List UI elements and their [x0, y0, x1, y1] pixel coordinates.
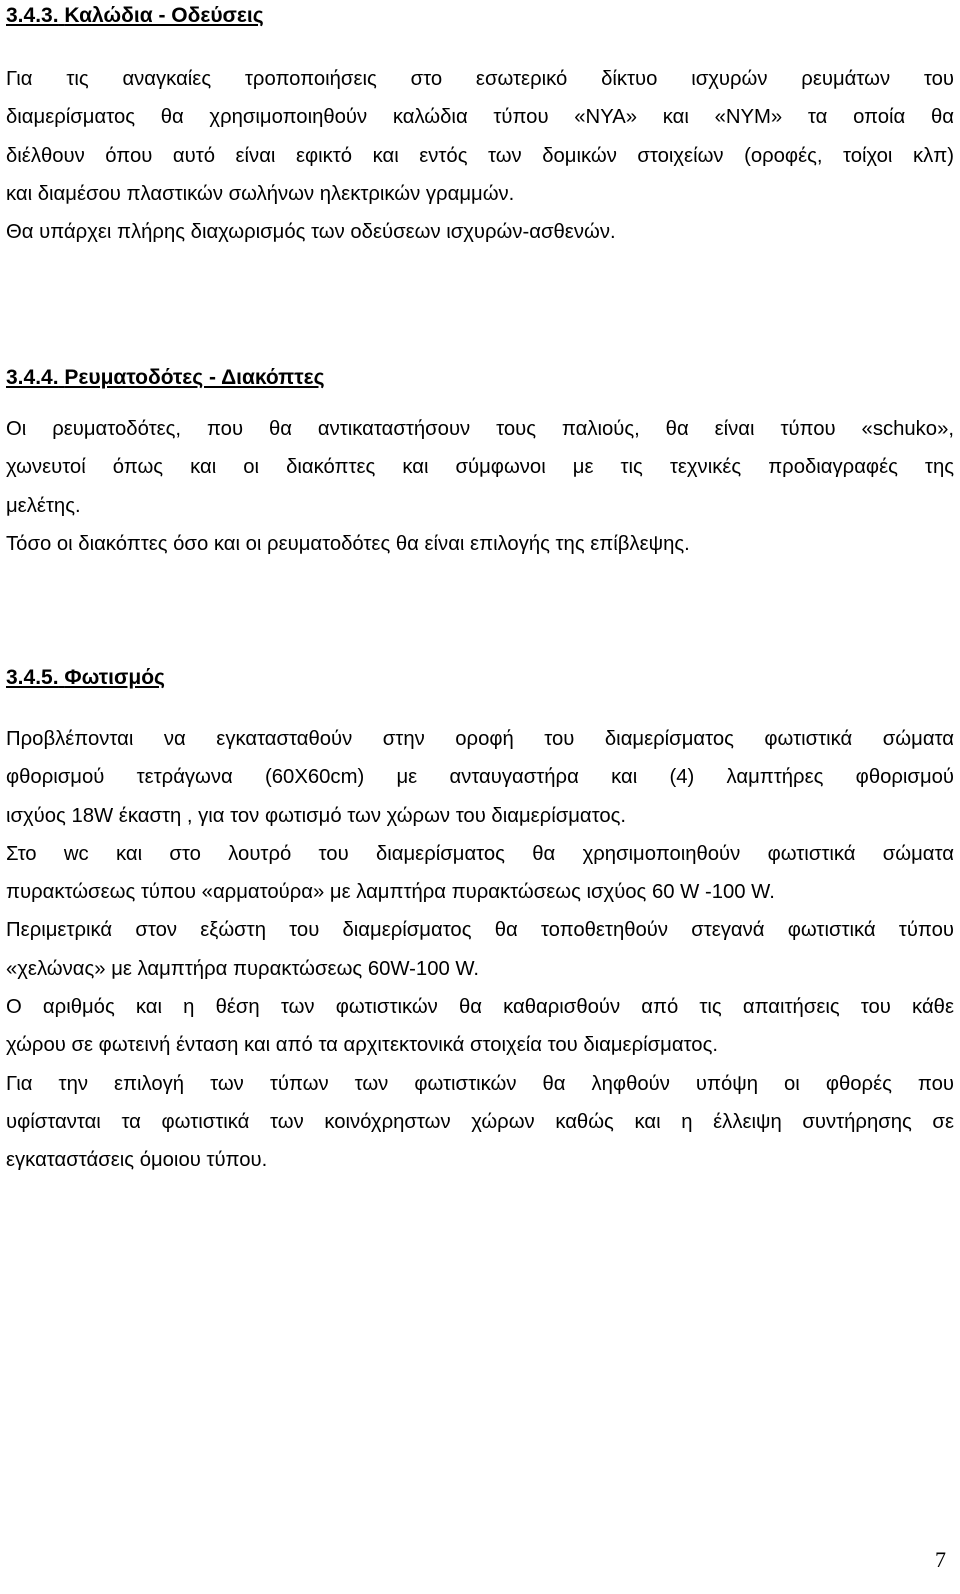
text-line: ισχύος 18W έκαστη , για τον φωτισμό των χώρων του διαμερίσματος. [6, 804, 627, 827]
paragraph-lighting [6, 720, 954, 1180]
section-title: Ρευματοδότες - Διακόπτες [64, 366, 325, 389]
section-title: Καλώδια - Οδεύσεις [64, 4, 264, 27]
text-line: «χελώνας» με λαμπτήρα πυρακτώσεως 60W-100 W. [6, 957, 480, 980]
section-title: Φωτισμός [64, 666, 165, 689]
paragraph-sockets-switches [6, 410, 954, 563]
text-line: εγκαταστάσεις όμοιου τύπου. [6, 1149, 268, 1172]
text-line: χώρου σε φωτεινή ένταση και από τα αρχιτεκτονικά στοιχεία του διαμερίσματος. [6, 1034, 718, 1057]
section-heading-lighting [6, 666, 165, 690]
text-line: υφίστανται τα φωτιστικά των κοινόχρηστων χώρων καθώς και η έλλειψη συντήρησης σε [6, 1110, 954, 1133]
text-line: μελέτης. [6, 494, 81, 517]
section-number: 3.4.3. [6, 4, 59, 27]
text-line: Οι ρευματοδότες, που θα αντικαταστήσουν τους παλιούς, θα είναι τύπου «schuko», [6, 418, 954, 440]
text-line: Ο αριθμός και η θέση των φωτιστικών θα καθαρισθούν από τις απαιτήσεις του κάθε [6, 996, 954, 1019]
section-heading-sockets-switches [6, 366, 325, 390]
section-number: 3.4.5. [6, 666, 59, 689]
section-heading-cables [6, 4, 264, 28]
text-line: Θα υπάρχει πλήρης διαχωρισμός των οδεύσεων ισχυρών-ασθενών. [6, 221, 616, 244]
text-line: Στο wc και στο λουτρό του διαμερίσματος θα χρησιμοποιηθούν φωτιστικά σώματα [6, 842, 954, 865]
text-line: και διαμέσου πλαστικών σωλήνων ηλεκτρικών γραμμών. [6, 182, 515, 205]
text-line: Προβλέπονται να εγκατασταθούν στην οροφή του διαμερίσματος φωτιστικά σώματα [6, 728, 954, 750]
text-line: διαμερίσματος θα χρησιμοποιηθούν καλώδια τύπου «ΝΥΑ» και «ΝΥΜ» τα οποία θα [6, 106, 954, 129]
text-line: Τόσο οι διακόπτες όσο και οι ρευματοδότες θα είναι επιλογής της επίβλεψης. [6, 532, 690, 555]
section-number: 3.4.4. [6, 366, 59, 389]
text-line: χωνευτοί όπως και οι διακόπτες και σύμφωνοι με τις τεχνικές προδιαγραφές της [6, 456, 954, 479]
page-number: 7 [935, 1547, 946, 1572]
text-line: Για την επιλογή των τύπων των φωτιστικών θα ληφθούν υπόψη οι φθορές που [6, 1072, 954, 1095]
paragraph-cables [6, 60, 954, 251]
text-line: Περιμετρικά στον εξώστη του διαμερίσματος θα τοποθετηθούν στεγανά φωτιστικά τύπου [6, 919, 954, 942]
text-line: διέλθουν όπου αυτό είναι εφικτό και εντός των δομικών στοιχείων (οροφές, τοίχοι κλπ) [6, 144, 954, 167]
text-line: Για τις αναγκαίες τροποποιήσεις στο εσωτερικό δίκτυο ισχυρών ρευμάτων του [6, 68, 954, 90]
text-line: φθορισμού τετράγωνα (60Χ60cm) με ανταυγαστήρα και (4) λαμπτήρες φθορισμού [6, 766, 954, 789]
text-line: πυρακτώσεως τύπου «αρματούρα» με λαμπτήρα πυρακτώσεως ισχύος 60 W -100 W. [6, 881, 775, 904]
